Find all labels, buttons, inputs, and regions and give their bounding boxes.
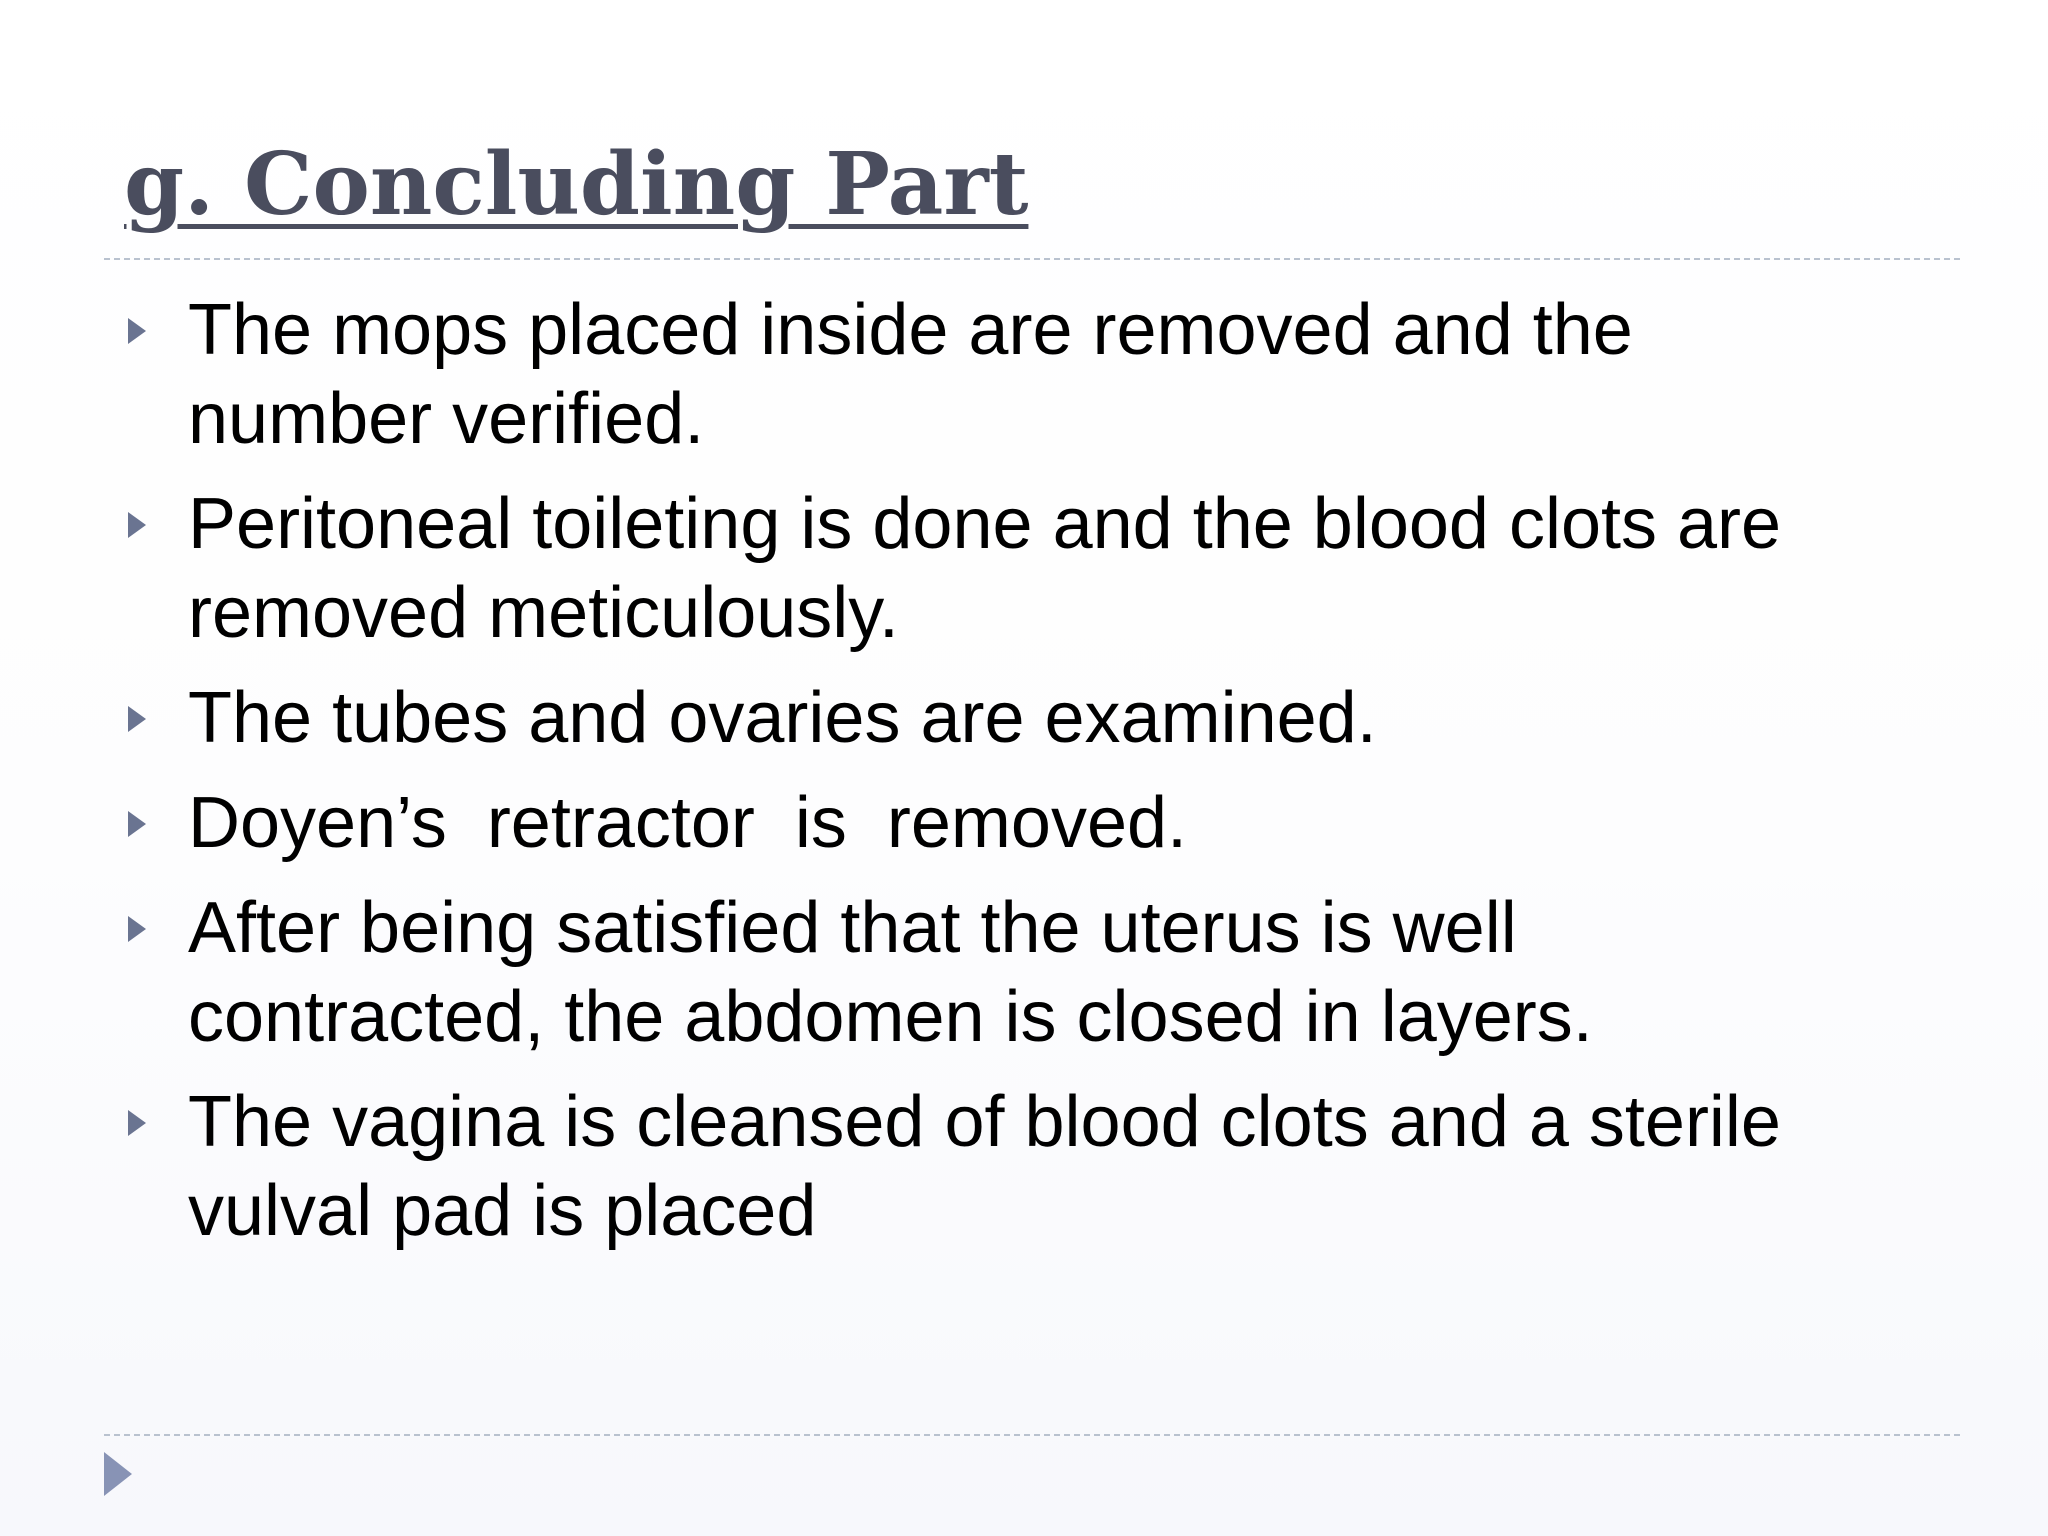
bullet-text: The vagina is cleansed of blood clots and a sterile vulval pad is placed	[188, 1082, 1801, 1251]
bullet-text: Peritoneal toileting is done and the blood clots are removed meticulously.	[188, 484, 1802, 653]
bullet-text: The mops placed inside are removed and the number verified.	[188, 290, 1653, 459]
bullet-triangle-icon	[128, 318, 146, 344]
slide-title: g. Concluding Part	[124, 134, 1029, 235]
bullet-list	[124, 286, 1884, 1272]
bullet-text: The tubes and ovaries are examined.	[188, 678, 1377, 758]
bullet-triangle-icon	[128, 811, 146, 837]
bullet-item-6	[124, 1078, 1884, 1256]
bullet-item-4	[124, 779, 1884, 868]
bullet-triangle-icon	[128, 706, 146, 732]
footer-divider	[104, 1434, 1960, 1436]
bullet-item-3	[124, 674, 1884, 763]
bullet-item-1	[124, 286, 1884, 464]
bullet-item-5	[124, 884, 1884, 1062]
bullet-triangle-icon	[128, 916, 146, 942]
bullet-text: Doyen’s retractor is removed.	[188, 783, 1188, 863]
bullet-item-2	[124, 480, 1884, 658]
bullet-triangle-icon	[128, 1110, 146, 1136]
title-divider	[104, 258, 1960, 260]
bullet-triangle-icon	[128, 512, 146, 538]
bullet-text: After being satisfied that the uterus is well contracted, the abdomen is closed in layers.	[188, 888, 1593, 1057]
corner-triangle-icon	[104, 1452, 132, 1496]
